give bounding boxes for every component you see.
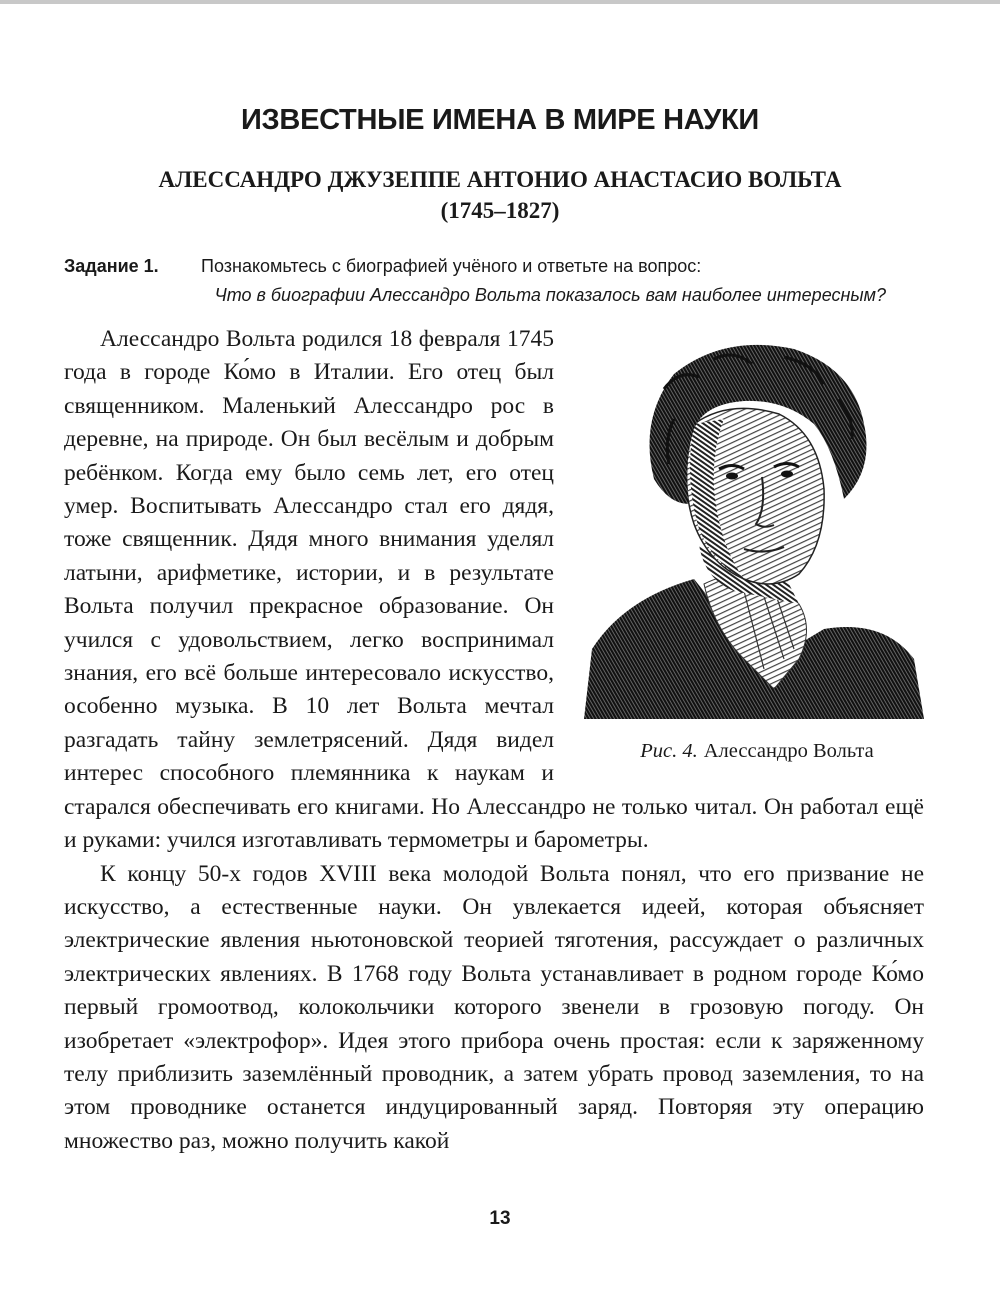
scientist-heading [0,164,1000,226]
scientist-years: (1745–1827) [440,198,560,223]
paragraph-2: К концу 50-х годов XVIII века молодой Вольта понял, что его призвание не искусство, а естественные науки. Он увлекается идеей, которая объясняет электрические явления ньютоновской теорией тяготения, рассуждает о различных электрических явлениях. В 1768 году Вольта устанавливает в родном городе Ко́мо первый громоотвод, колокольчики которого звенели в грозовую погоду. Он изобретает «электрофор». Идея этого прибора очень простая: если к заряженному телу приблизить заземлённый проводник, а затем убрать провод заземления, то на этом проводнике останется индуцированный заряд. Повторяя эту операцию множество раз, можно получить какой [64,860,924,1154]
scientist-name: АЛЕССАНДРО ДЖУЗЕППЕ АНТОНИО АНАСТАСИО ВОЛЬТА [158,167,842,192]
figure-caption [576,739,924,763]
paragraph-1: Алессандро Вольта родился 18 февраля 1745 года в городе Ко́мо в Италии. Его отец был священником. Маленький Алессандро рос в деревне, на природе. Он был весёлым и добрым ребёнком. Когда ему было семь лет, его отец умер. Воспитывать Алессандро стал его дядя, тоже священник. Дядя много внимания уделял латыни, арифметике, истории, и в результате Вольта получил прекрасное образование. Он учился с удовольствием, легко воспринимал знания, его всё больше интересовало искусство, особенно музыка. В 10 лет Вольта мечтал разгадать тайну землетрясений. Дядя видел интерес способного племянника к наукам и старался обеспечивать его книгами. Но Алессандро не только читал. Он работал ещё и руками: учился изготавливать термометры и барометры. [64,326,924,854]
biography-text [64,323,924,1158]
task-block [64,252,944,310]
task-label: Задание 1. [64,256,159,276]
figure-caption-text: Алессандро Вольта [703,740,874,763]
page-number: 13 [489,1208,511,1229]
figure-label: Рис. 4. [640,740,698,763]
portrait-image [584,329,924,719]
task-question: Что в биографии Алессандро Вольта показалось вам наиболее интересным? [214,285,886,305]
task-text: Познакомьтесь с биографией учёного и ответьте на вопрос: [201,256,702,276]
page-title: ИЗВЕСТНЫЕ ИМЕНА В МИРЕ НАУКИ [241,104,759,136]
figure [576,329,924,784]
